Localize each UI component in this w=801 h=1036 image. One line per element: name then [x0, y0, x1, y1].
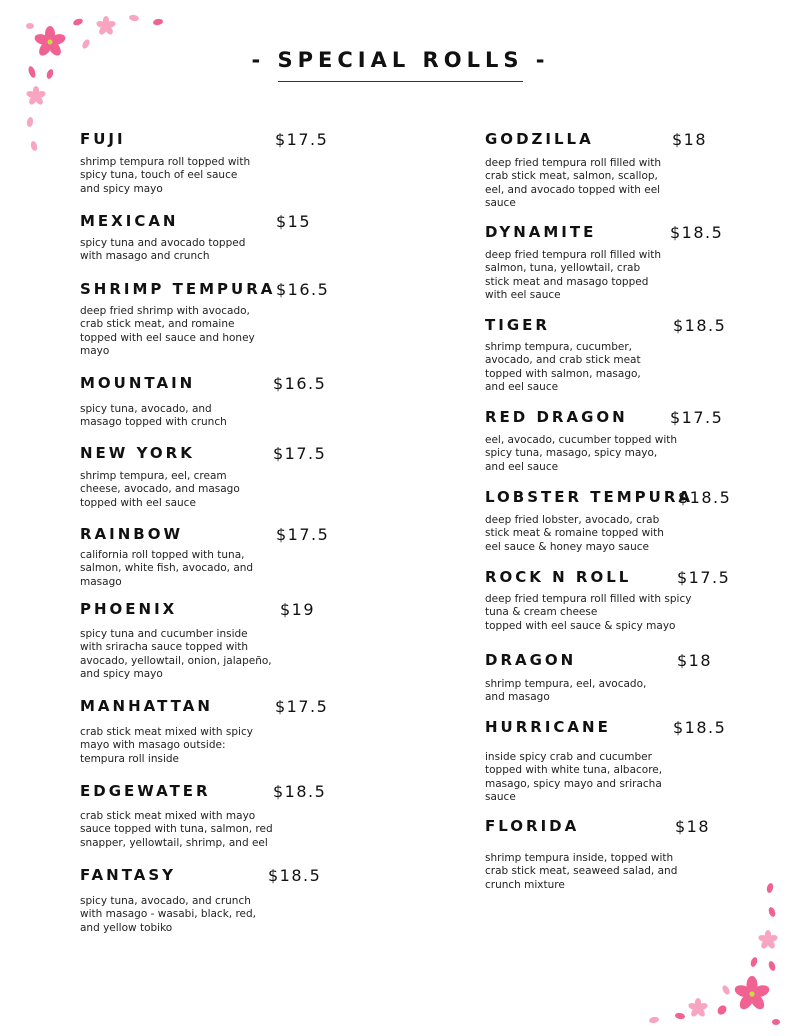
item-price: $18.5 — [678, 488, 732, 507]
item-name: NEW YORK — [80, 444, 195, 462]
cherry-blossom-icon — [26, 86, 47, 106]
item-price: $18.5 — [670, 223, 724, 242]
item-name: HURRICANE — [485, 718, 611, 736]
cherry-blossom-icon — [96, 16, 117, 36]
item-price: $16.5 — [273, 374, 327, 393]
item-description: shrimp tempura roll topped with spicy tuna, touch of eel sauce and spicy mayo — [80, 156, 251, 195]
item-description: california roll topped with tuna, salmon, white fish, avocado, and masago — [80, 549, 254, 588]
item-price: $16.5 — [276, 280, 330, 299]
item-price: $17.5 — [670, 408, 724, 427]
item-price: $17.5 — [273, 444, 327, 463]
bottom-right-blossom-decoration — [620, 870, 801, 1036]
item-price: $15 — [276, 212, 312, 231]
item-name: FUJI — [80, 130, 126, 148]
item-price: $17.5 — [275, 130, 329, 149]
item-description: deep fried tempura roll filled with crab stick meat, salmon, scallop, eel, and avocado topped with eel sauce — [485, 157, 662, 209]
item-price: $17.5 — [275, 697, 329, 716]
item-price: $17.5 — [677, 568, 731, 587]
item-description: shrimp tempura inside, topped with crab stick meat, seaweed salad, and crunch mixture — [485, 852, 678, 891]
item-description: spicy tuna and cucumber inside with sriracha sauce topped with avocado, yellowtail, onion, jalapeño, and spicy mayo — [80, 628, 272, 680]
item-name: DRAGON — [485, 651, 577, 669]
item-name: PHOENIX — [80, 600, 178, 618]
item-description: crab stick meat mixed with mayo sauce topped with tuna, salmon, red snapper, yellowtail, shrimp, and eel — [80, 810, 273, 849]
item-description: deep fried tempura roll filled with spicy tuna & cream cheese topped with eel sauce & spicy mayo — [485, 593, 692, 632]
item-description: deep fried tempura roll filled with salmon, tuna, yellowtail, crab stick meat and masago topped with eel sauce — [485, 249, 662, 301]
item-name: EDGEWATER — [80, 782, 211, 800]
item-name: DYNAMITE — [485, 223, 597, 241]
item-price: $18.5 — [673, 718, 727, 737]
item-description: spicy tuna, avocado, and crunch with masago - wasabi, black, red, and yellow tobiko — [80, 895, 257, 934]
item-price: $18 — [675, 817, 711, 836]
item-description: eel, avocado, cucumber topped with spicy tuna, masago, spicy mayo, and eel sauce — [485, 434, 678, 473]
title-underline — [278, 81, 523, 82]
item-name: RED DRAGON — [485, 408, 628, 426]
item-price: $18 — [672, 130, 708, 149]
item-name: MANHATTAN — [80, 697, 213, 715]
item-name: ROCK N ROLL — [485, 568, 632, 586]
item-description: spicy tuna, avocado, and masago topped with crunch — [80, 403, 227, 429]
item-name: MOUNTAIN — [80, 374, 196, 392]
item-price: $18.5 — [273, 782, 327, 801]
item-description: inside spicy crab and cucumber topped with white tuna, albacore, masago, spicy mayo and sriracha sauce — [485, 751, 663, 803]
item-description: spicy tuna and avocado topped with masago and crunch — [80, 237, 246, 263]
item-name: FANTASY — [80, 866, 177, 884]
item-description: crab stick meat mixed with spicy mayo with masago outside: tempura roll inside — [80, 726, 253, 765]
item-description: deep fried lobster, avocado, crab stick meat & romaine topped with eel sauce & honey mayo sauce — [485, 514, 664, 553]
item-name: GODZILLA — [485, 130, 594, 148]
item-name: SHRIMP TEMPURA — [80, 280, 276, 298]
item-description: shrimp tempura, cucumber, avocado, and crab stick meat topped with salmon, masago, and eel sauce — [485, 341, 641, 393]
item-price: $19 — [280, 600, 316, 619]
item-name: RAINBOW — [80, 525, 184, 543]
item-description: deep fried shrimp with avocado, crab stick meat, and romaine topped with eel sauce and honey mayo — [80, 305, 255, 357]
cherry-blossom-icon — [688, 998, 709, 1018]
item-name: MEXICAN — [80, 212, 179, 230]
item-name: LOBSTER TEMPURA — [485, 488, 694, 506]
item-description: shrimp tempura, eel, cream cheese, avocado, and masago topped with eel sauce — [80, 470, 240, 509]
item-price: $18 — [677, 651, 713, 670]
item-price: $17.5 — [276, 525, 330, 544]
item-name: FLORIDA — [485, 817, 580, 835]
cherry-blossom-icon — [758, 930, 779, 950]
item-price: $18.5 — [268, 866, 322, 885]
item-name: TIGER — [485, 316, 550, 334]
item-price: $18.5 — [673, 316, 727, 335]
menu-title: - SPECIAL ROLLS - — [251, 48, 550, 72]
item-description: shrimp tempura, eel, avocado, and masago — [485, 678, 647, 704]
